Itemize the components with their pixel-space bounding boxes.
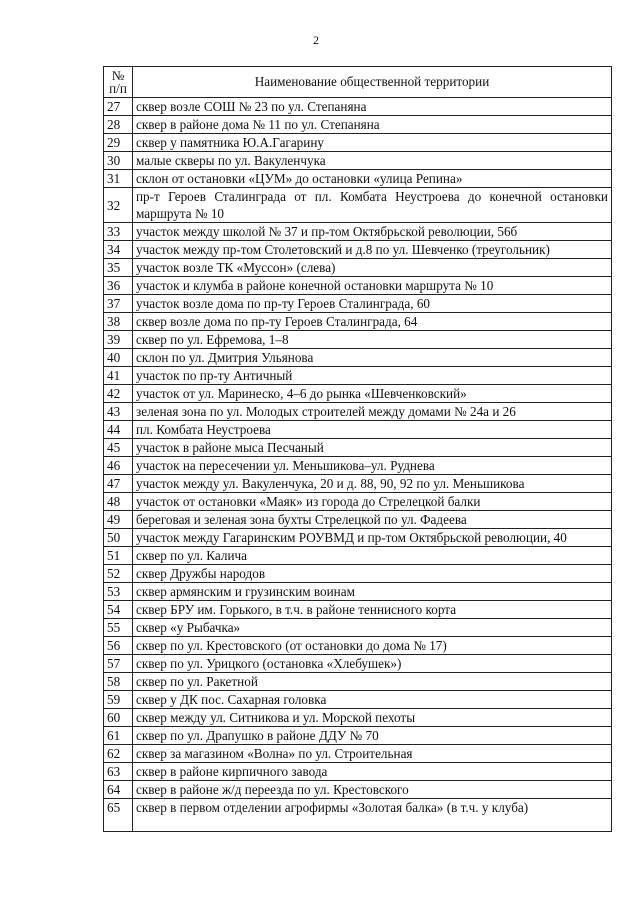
territory-name: склон от остановки «ЦУМ» до остановки «улица Репина» [133,170,612,188]
table-row [104,223,612,241]
territory-name: сквер БРУ им. Горького, в т.ч. в районе теннисного корта [133,601,612,619]
territory-name: участок между ул. Вакуленчука, 20 и д. 88, 90, 92 по ул. Меньшикова [133,475,612,493]
territory-name: береговая и зеленая зона бухты Стрелецкой по ул. Фадеева [133,511,612,529]
table-row [104,493,612,511]
table-row [104,367,612,385]
table-row [104,709,612,727]
table-row [104,601,612,619]
territory-name: сквер между ул. Ситникова и ул. Морской пехоты [133,709,612,727]
territory-name: малые скверы по ул. Вакуленчука [133,152,612,170]
row-number: 44 [104,421,133,439]
number-column-header [104,67,133,98]
row-number: 51 [104,547,133,565]
territory-name: пр-т Героев Сталинграда от пл. Комбата Неустроева до конечной остановки маршрута № 10 [133,188,612,223]
table-row [104,457,612,475]
row-number: 53 [104,583,133,601]
number-sign: № [111,68,125,83]
territory-name: участок в районе мыса Песчаный [133,439,612,457]
territory-name: участок возле ТК «Муссон» (слева) [133,259,612,277]
table-row [104,745,612,763]
territory-name: участок на пересечении ул. Меньшикова–ул. Руднева [133,457,612,475]
territory-name: участок и клумба в районе конечной остановки маршрута № 10 [133,277,612,295]
territory-name: зеленая зона по ул. Молодых строителей между домами № 24а и 26 [133,403,612,421]
table-row [104,799,612,832]
row-number: 35 [104,259,133,277]
table-row [104,188,612,223]
row-number: 56 [104,637,133,655]
row-number: 43 [104,403,133,421]
row-number: 46 [104,457,133,475]
row-number: 63 [104,763,133,781]
territory-name: сквер за магазином «Волна» по ул. Строительная [133,745,612,763]
row-number: 36 [104,277,133,295]
row-number: 30 [104,152,133,170]
table-row [104,475,612,493]
row-number: 42 [104,385,133,403]
row-number: 48 [104,493,133,511]
table-row [104,547,612,565]
table-row [104,529,612,547]
row-number: 45 [104,439,133,457]
row-number: 59 [104,691,133,709]
row-number: 50 [104,529,133,547]
table-row [104,565,612,583]
row-number: 49 [104,511,133,529]
row-number: 31 [104,170,133,188]
territory-name: участок по пр-ту Античный [133,367,612,385]
table-row [104,134,612,152]
table-row [104,241,612,259]
territory-name: сквер в районе ж/д переезда по ул. Крестовского [133,781,612,799]
row-number: 40 [104,349,133,367]
territory-name: сквер возле дома по пр-ту Героев Сталинграда, 64 [133,313,612,331]
public-territories-table [103,66,612,832]
territory-name: сквер по ул. Драпушко в районе ДДУ № 70 [133,727,612,745]
table-row [104,691,612,709]
table-row [104,781,612,799]
row-number: 64 [104,781,133,799]
territory-name: сквер в районе дома № 11 по ул. Степаняна [133,116,612,134]
territory-name: сквер Дружбы народов [133,565,612,583]
row-number: 57 [104,655,133,673]
row-number: 28 [104,116,133,134]
territory-name: сквер по ул. Ефремова, 1–8 [133,331,612,349]
table-row [104,619,612,637]
table-row [104,98,612,116]
row-number: 58 [104,673,133,691]
row-number: 62 [104,745,133,763]
number-abbrev: п/п [109,81,127,96]
territory-name: сквер «у Рыбачка» [133,619,612,637]
table-row [104,116,612,134]
territory-name: сквер в первом отделении агрофирмы «Золотая балка» (в т.ч. у клуба) [133,799,612,832]
row-number: 41 [104,367,133,385]
territory-name: сквер по ул. Урицкого (остановка «Хлебушек») [133,655,612,673]
territory-name: сквер у ДК пос. Сахарная головка [133,691,612,709]
table-row [104,727,612,745]
row-number: 47 [104,475,133,493]
row-number: 54 [104,601,133,619]
table-body [104,98,612,832]
row-number: 55 [104,619,133,637]
table-row [104,421,612,439]
table-row [104,583,612,601]
table-row [104,152,612,170]
territory-name: участок между Гагаринским РОУВМД и пр-том Октябрьской революции, 40 [133,529,612,547]
table-row [104,349,612,367]
table-row [104,259,612,277]
row-number: 34 [104,241,133,259]
table-row [104,331,612,349]
row-number: 60 [104,709,133,727]
table-row [104,673,612,691]
name-column-header: Наименование общественной территории [133,67,612,98]
page-number: 2 [313,33,319,47]
row-number: 33 [104,223,133,241]
table-row [104,170,612,188]
table-row [104,277,612,295]
territory-name: участок возле дома по пр-ту Героев Сталинграда, 60 [133,295,612,313]
territory-name: сквер у памятника Ю.А.Гагарину [133,134,612,152]
table-row [104,655,612,673]
territory-name: склон по ул. Дмитрия Ульянова [133,349,612,367]
row-number: 65 [104,799,133,832]
table-row [104,403,612,421]
row-number: 29 [104,134,133,152]
table-row [104,439,612,457]
territory-name: сквер по ул. Крестовского (от остановки до дома № 17) [133,637,612,655]
territory-name: участок между школой № 37 и пр-том Октябрьской революции, 56б [133,223,612,241]
row-number: 37 [104,295,133,313]
territory-name: участок от остановки «Маяк» из города до Стрелецкой балки [133,493,612,511]
territory-name: участок от ул. Маринеско, 4–6 до рынка «Шевченковский» [133,385,612,403]
row-number: 32 [104,188,133,223]
territory-name: сквер по ул. Калича [133,547,612,565]
territory-name: сквер в районе кирпичного завода [133,763,612,781]
table-row [104,295,612,313]
table-row [104,511,612,529]
territory-name: сквер армянским и грузинским воинам [133,583,612,601]
table-row [104,385,612,403]
table-row [104,763,612,781]
row-number: 52 [104,565,133,583]
table-row [104,637,612,655]
territory-name: сквер по ул. Ракетной [133,673,612,691]
territory-name: пл. Комбата Неустроева [133,421,612,439]
table-header-row [104,67,612,98]
territory-name: сквер возле СОШ № 23 по ул. Степаняна [133,98,612,116]
row-number: 39 [104,331,133,349]
table-row [104,313,612,331]
territory-name: участок между пр-том Столетовский и д.8 по ул. Шевченко (треугольник) [133,241,612,259]
row-number: 27 [104,98,133,116]
row-number: 38 [104,313,133,331]
row-number: 61 [104,727,133,745]
